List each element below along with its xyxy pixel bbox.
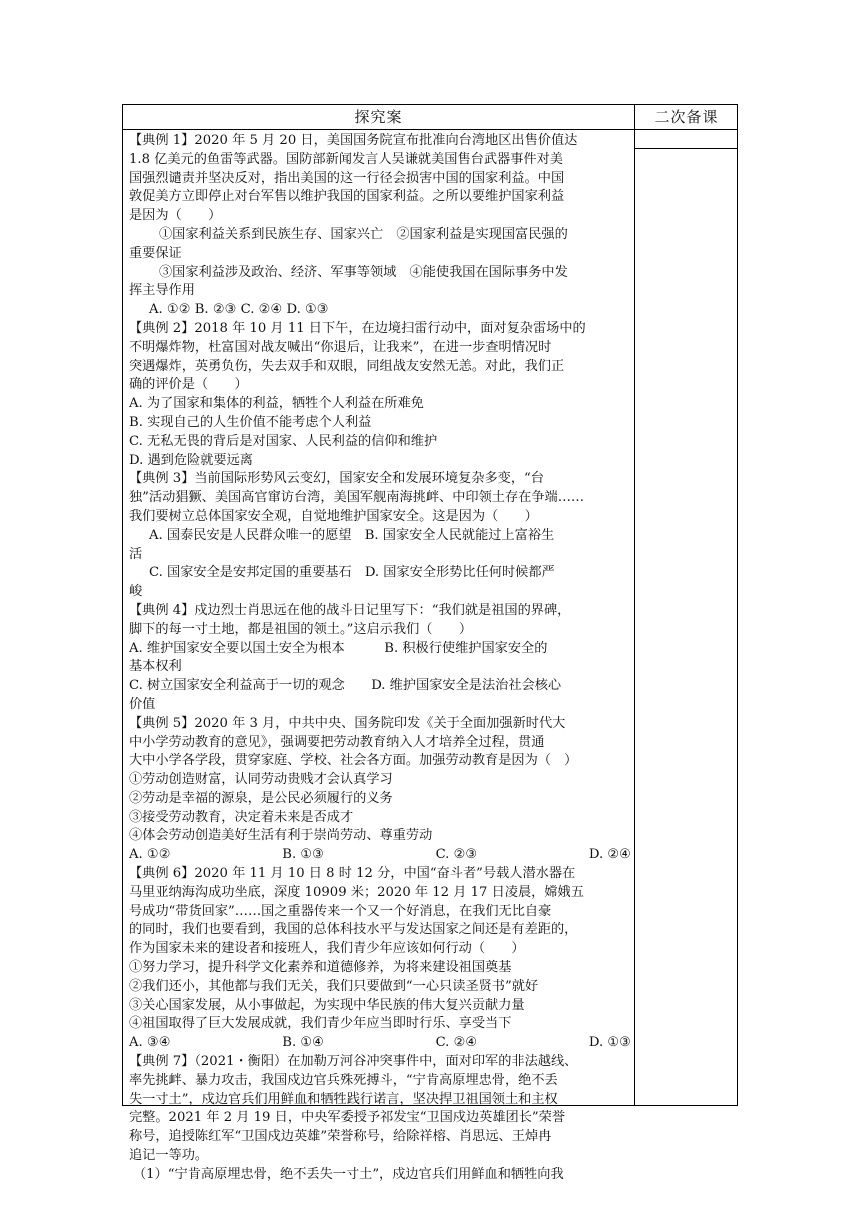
text-line: A. ①② B. ②③ C. ②④ D. ①③ [149,302,329,318]
text-line: 称号，追授陈红军“卫国戍边英雄”荣誉称号，给除祥榕、肖思远、王焯冉 [129,1129,552,1145]
text-line: ①劳动创造财富，认同劳动贵贱才会认真学习 [129,772,393,788]
text-line: 作为国家未来的建设者和接班人，我们青少年应该如何行动（ ） [129,941,525,957]
explore-content [129,132,631,1185]
header-explore: 探究案 [354,108,403,126]
text-line: 失一寸土”，戍边官兵们用鲜血和牺牲践行诺言，坚决捍卫祖国领土和主权 [129,1091,558,1107]
column-divider [634,105,635,1105]
notes-subcell [635,129,738,149]
text-line: 脚下的每一寸土地，都是祖国的领土。”这启示我们（ ） [129,621,473,637]
text-line: 【典例 3】当前国际形势风云变幻，国家安全和发展环境复杂多变，“台 [129,471,544,487]
text-line: C. 树立国家安全利益高于一切的观念 D. 维护国家安全是法治社会核心 [129,678,562,694]
text-line: 完整。2021 年 2 月 19 日，中央军委授予祁发宝“卫国戍边英雄团长”荣誉 [129,1110,566,1126]
text-line: 【典例 5】2020 年 3 月，中共中央、国务院印发《关于全面加强新时代大 [129,715,566,731]
option-c: C. ②③ [435,847,478,863]
option-a: A. ①② [129,847,171,863]
text-line: 的同时，我们也要看到，我国的总体科技水平与发达国家之间还是有差距的， [129,922,578,938]
text-line: 我们要树立总体国家安全观，自觉地维护国家安全。这是因为（ ） [129,508,538,524]
option-d: D. ②④ [588,847,631,863]
text-line: 敦促美方立即停止对台军售以维护我国的国家利益。之所以要维护国家利益 [129,189,565,205]
text-line: 是因为（ ） [129,208,222,224]
text-line: 大中小学各学段，贯穿家庭、学校、社会各方面。加强劳动教育是因为（ ） [129,753,578,769]
text-line: 国强烈谴责并坚决反对，指出美国的这一行径会损害中国的国家利益。中国 [129,170,565,186]
lesson-table [122,104,738,1182]
text-line: 确的评价是（ ） [129,377,248,393]
text-line: C. 无私无畏的背后是对国家、人民利益的信仰和维护 [129,433,438,449]
text-line: 中小学劳动教育的意见》，强调要把劳动教育纳入人才培养全过程，贯通 [129,734,545,750]
header-second-prep: 二次备课 [654,108,719,126]
text-line: ③接受劳动教育，决定着未来是否成才 [129,809,354,825]
text-line: 重要保证 [129,245,182,261]
text-line: 【典例 4】戍边烈士肖思远在他的战斗日记里写下：“我们就是祖国的界碑， [129,602,571,618]
text-line: 不明爆炸物，杜富国对战友喊出“你退后，让我来”，在进一步查明情况时 [129,339,552,355]
text-line: 挥主导作用 [129,283,195,299]
text-line: 【典例 6】2020 年 11 月 10 日 8 时 12 分，中国“奋斗者”号载人潜水器在 [129,866,576,882]
option-b: B. ①③ [282,847,325,863]
text-line: A. 为了国家和集体的利益，牺牲个人利益在所难免 [129,396,424,412]
text-line: （1）“宁肯高原埋忠骨，绝不丢失一寸土”，戍边官兵们用鲜血和牺牲向我 [133,1166,564,1182]
text-line: ②劳动是幸福的源泉，是公民必须履行的义务 [129,790,393,806]
text-line: 追记一等功。 [129,1148,209,1164]
text-line: 【典例 2】2018 年 10 月 11 日下午，在边境扫雷行动中，面对复杂雷场中的 [129,320,586,336]
answer-options-5 [129,846,631,865]
text-line: ①努力学习，提升科学文化素养和道德修养，为将来建设祖国奠基 [129,960,512,976]
text-line: A. 维护国家安全要以国土安全为根本 B. 积极行使维护国家安全的 [129,640,548,656]
option-c: C. ②④ [435,1035,478,1051]
text-line: ①国家利益关系到民族生存、国家兴亡 ②国家利益是实现国富民强的 [159,226,568,242]
text-line: ③国家利益涉及政治、经济、军事等领域 ④能使我国在国际事务中发 [159,264,568,280]
text-line: 【典例 7】（2021・衡阳）在加勒万河谷冲突事件中，面对印军的非法越线、 [129,1054,578,1070]
text-line: 马里亚纳海沟成功坐底，深度 10909 米；2020 年 12 月 17 日凌晨，嫦娥五 [129,884,584,900]
text-line: ②我们还小，其他都与我们无关，我们只要做到“一心只读圣贤书”就好 [129,978,539,994]
text-line: ④体会劳动创造美好生活有利于崇尚劳动、尊重劳动 [129,828,433,844]
option-b: B. ①④ [282,1035,325,1051]
answer-options-6 [129,1034,631,1053]
text-line: 1.8 亿美元的鱼雷等武器。国防部新闻发言人吴谦就美国售台武器事件对美 [129,151,563,167]
text-line: 【典例 1】2020 年 5 月 20 日，美国国务院宣布批准向台湾地区出售价值达 [129,133,578,148]
text-line: D. 遇到危险就要远离 [129,452,253,468]
text-line: ④祖国取得了巨大发展成就，我们青少年应当即时行乐、享受当下 [129,1016,512,1032]
option-a: A. ③④ [129,1035,171,1051]
text-line: B. 实现自己的人生价值不能考虑个人利益 [129,414,372,430]
text-line: 活 [129,546,143,562]
text-line: 价值 [129,696,156,712]
text-line: 基本权利 [129,659,182,675]
text-line: 率先挑衅、暴力攻击，我国戍边官兵殊死搏斗，“宁肯高原埋忠骨，绝不丢 [129,1072,558,1088]
text-line: ③关心国家发展，从小事做起，为实现中华民族的伟大复兴贡献力量 [129,997,525,1013]
text-line: A. 国泰民安是人民群众唯一的愿望 B. 国家安全人民就能过上富裕生 [149,527,555,543]
text-line: 独”活动猖獗、美国高官窜访台湾，美国军舰南海挑衅、中印领土存在争端…… [129,490,585,506]
text-line: 突遇爆炸，英勇负伤，失去双手和双眼，同组战友安然无恙。对此，我们正 [129,358,565,374]
text-line: C. 国家安全是安邦定国的重要基石 D. 国家安全形势比任何时候都严 [149,565,555,581]
option-d: D. ①③ [588,1035,631,1051]
text-line: 峻 [129,584,143,600]
text-line: 号成功“带货回家”……国之重器传来一个又一个好消息，在我们无比自豪 [129,903,552,919]
